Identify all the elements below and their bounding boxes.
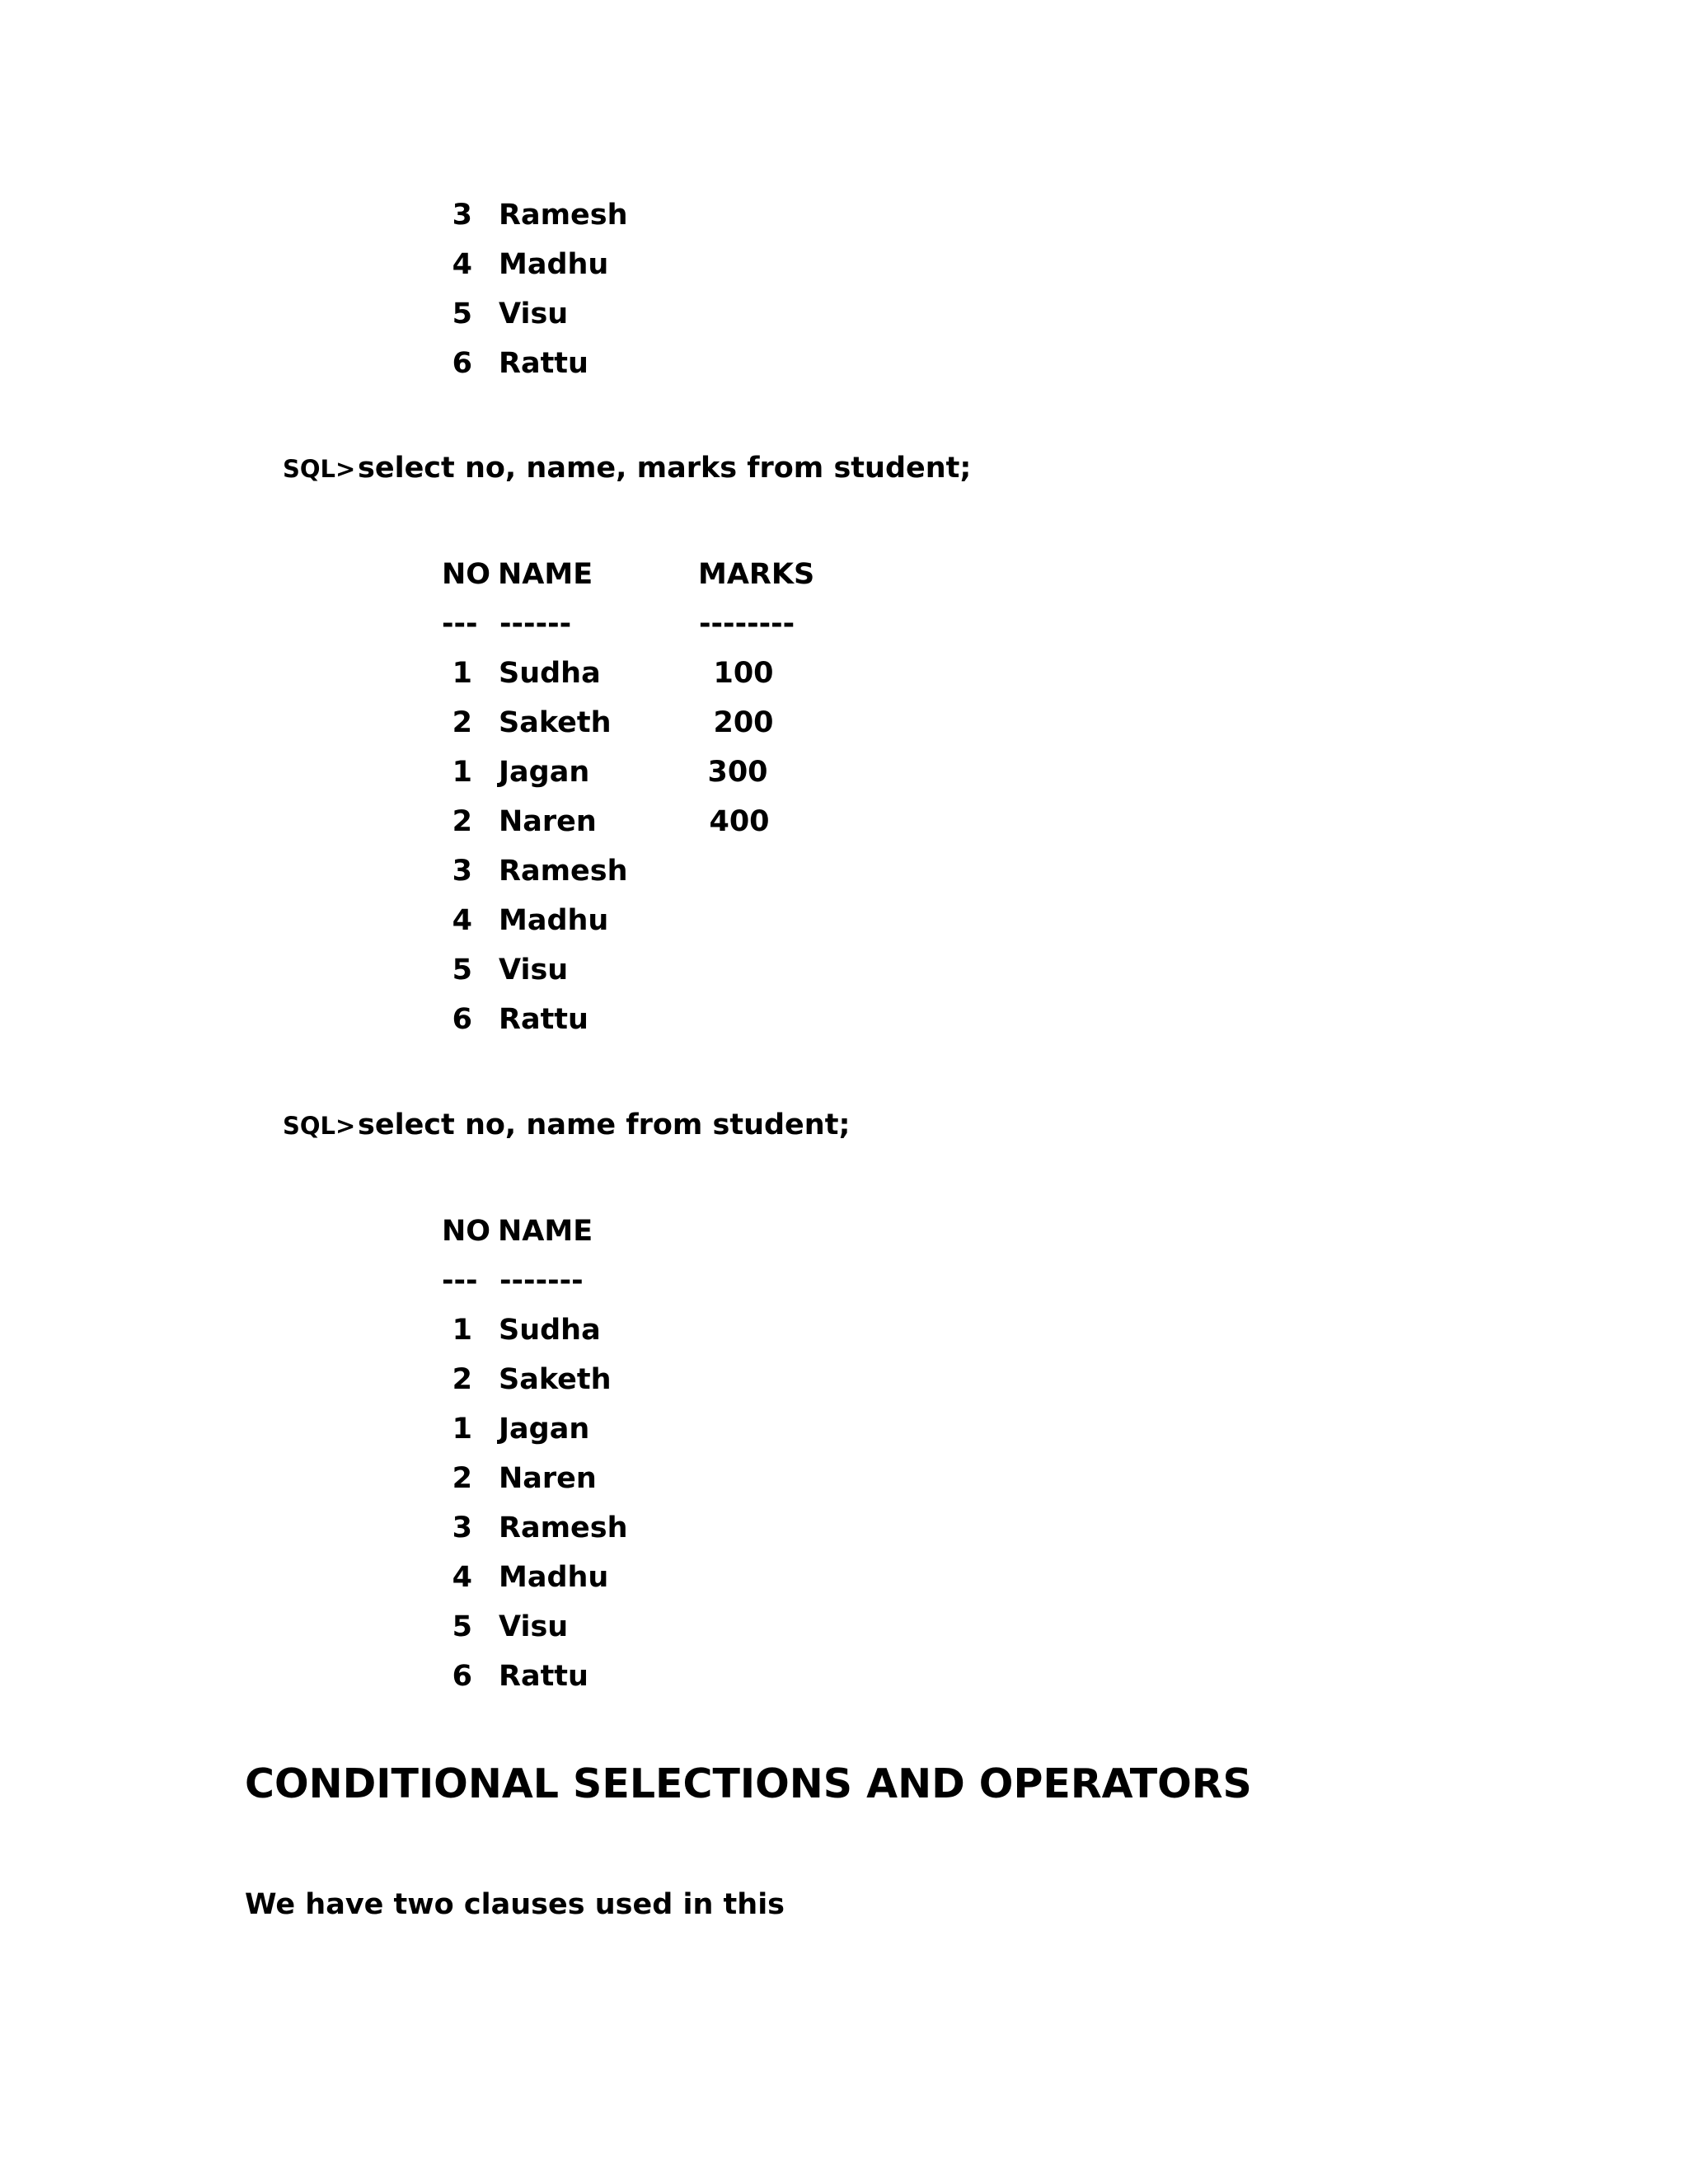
cell-name: Sudha — [499, 1314, 601, 1347]
row-name: Visu — [499, 298, 569, 330]
column-divider-no: --- — [442, 1264, 478, 1297]
cell-no: 1 — [452, 1314, 472, 1347]
cell-name: Sudha — [499, 657, 601, 690]
cell-marks: 300 — [707, 756, 768, 789]
cell-name: Saketh — [499, 1363, 612, 1396]
column-header-no: NO — [442, 558, 491, 591]
cell-no: 5 — [452, 954, 472, 987]
cell-no: 3 — [452, 1511, 472, 1544]
sql-prompt: SQL> — [283, 1112, 356, 1140]
cell-no: 3 — [452, 855, 472, 888]
cell-no: 2 — [452, 1363, 472, 1396]
cell-no: 4 — [452, 904, 472, 937]
column-divider-name: ------ — [499, 607, 572, 640]
row-no: 6 — [452, 347, 472, 380]
cell-name: Ramesh — [499, 1511, 628, 1544]
row-name: Madhu — [499, 248, 609, 281]
cell-no: 5 — [452, 1610, 472, 1643]
column-divider-name: ------- — [499, 1264, 584, 1297]
sql-prompt: SQL> — [283, 455, 356, 483]
cell-name: Saketh — [499, 706, 612, 739]
cell-name: Rattu — [499, 1660, 588, 1693]
cell-no: 1 — [452, 756, 472, 789]
cell-name: Visu — [499, 954, 569, 987]
column-divider-no: --- — [442, 607, 478, 640]
cell-name: Ramesh — [499, 855, 628, 888]
cell-no: 2 — [452, 805, 472, 838]
cell-no: 1 — [452, 1413, 472, 1446]
cell-name: Jagan — [499, 756, 590, 789]
body-paragraph: We have two clauses used in this — [245, 1888, 785, 1921]
column-header-no: NO — [442, 1215, 491, 1248]
column-header-name: NAME — [498, 558, 593, 591]
cell-name: Visu — [499, 1610, 569, 1643]
cell-name: Madhu — [499, 904, 609, 937]
cell-marks: 200 — [713, 706, 774, 739]
cell-no: 6 — [452, 1660, 472, 1693]
cell-name: Naren — [499, 1462, 597, 1495]
row-no: 5 — [452, 298, 472, 330]
cell-no: 6 — [452, 1003, 472, 1036]
cell-name: Naren — [499, 805, 597, 838]
column-header-marks: MARKS — [698, 558, 815, 591]
row-name: Ramesh — [499, 199, 628, 232]
cell-marks: 400 — [709, 805, 770, 838]
cell-no: 1 — [452, 657, 472, 690]
cell-name: Jagan — [499, 1413, 590, 1446]
cell-no: 2 — [452, 706, 472, 739]
cell-no: 2 — [452, 1462, 472, 1495]
sql-command: select no, name from student; — [358, 1108, 851, 1141]
cell-marks: 100 — [713, 657, 774, 690]
row-name: Rattu — [499, 347, 588, 380]
row-no: 3 — [452, 199, 472, 232]
row-no: 4 — [452, 248, 472, 281]
section-heading: CONDITIONAL SELECTIONS AND OPERATORS — [245, 1760, 1252, 1807]
column-divider-marks: -------- — [699, 607, 795, 640]
sql-command: select no, name, marks from student; — [358, 452, 972, 485]
cell-name: Rattu — [499, 1003, 588, 1036]
cell-name: Madhu — [499, 1561, 609, 1594]
cell-no: 4 — [452, 1561, 472, 1594]
column-header-name: NAME — [498, 1215, 593, 1248]
